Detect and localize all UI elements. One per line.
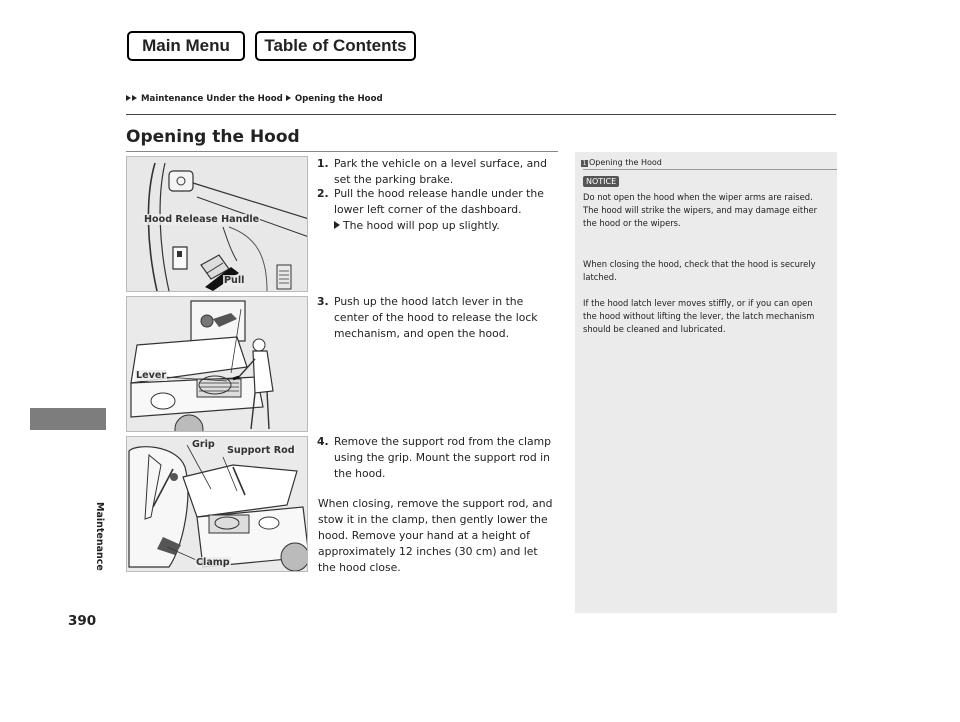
latch-lever-illustration (127, 297, 308, 432)
figure-hood-release-handle (126, 156, 308, 292)
label-grip: Grip (192, 439, 215, 450)
sidebar-divider (583, 169, 837, 170)
closing-instructions: When closing, remove the support rod, and stow it in the clamp, then gently lower the hood. Remove your hand at a height of approximately 12 inches (30 cm) and let the hood close. (318, 497, 553, 574)
step-2 (317, 186, 557, 234)
table-of-contents-button[interactable]: Table of Contents (255, 31, 416, 61)
step-number: 3. (317, 295, 329, 308)
page-title: Opening the Hood (126, 127, 300, 147)
label-clamp: Clamp (196, 557, 230, 568)
sidebar-paragraph-lubricate: If the hood latch lever moves stiffly, or if you can open the hood without lifting the lever, the latch mechanism should be cleaned and lubricated. (583, 298, 815, 334)
sidebar-heading (581, 158, 662, 167)
step-1 (317, 156, 557, 188)
sidebar-heading-text: Opening the Hood (589, 158, 662, 167)
breadcrumb-arrow-icon (286, 95, 291, 101)
step-4 (317, 434, 557, 482)
sidebar-paragraph-latch: When closing the hood, check that the hood is securely latched. (583, 259, 816, 282)
step-text: Push up the hood latch lever in the center of the hood to release the lock mechanism, and open the hood. (334, 295, 538, 340)
figure-hood-latch-lever (126, 296, 308, 432)
notice-text: Do not open the hood when the wiper arms are raised. The hood will strike the wipers, and may damage either the hood or the wipers. (583, 192, 818, 228)
title-divider (126, 151, 558, 152)
main-menu-button[interactable]: Main Menu (127, 31, 245, 61)
breadcrumb-maintenance-under-hood[interactable]: Maintenance Under the Hood (141, 94, 283, 104)
label-pull: Pull (224, 275, 245, 286)
step-text: Park the vehicle on a level surface, and set the parking brake. (334, 157, 547, 186)
reference-icon: 1 (582, 160, 587, 167)
section-tab-marker (30, 408, 106, 430)
breadcrumb-arrow-icon (132, 95, 137, 101)
sidebar-note (575, 152, 837, 613)
breadcrumb-arrow-icon (126, 95, 131, 101)
support-rod-illustration (127, 437, 308, 572)
breadcrumb-opening-hood: Opening the Hood (294, 94, 383, 104)
step-number: 1. (317, 157, 329, 170)
step-result (334, 218, 557, 234)
step-number: 4. (317, 435, 329, 448)
label-lever: Lever (136, 370, 167, 381)
step-3 (317, 294, 557, 342)
step-number: 2. (317, 187, 329, 200)
label-hood-release-handle: Hood Release Handle (144, 214, 260, 225)
section-label (81, 437, 119, 571)
notice-badge: NOTICE (583, 176, 619, 187)
section-label-text: Maintenance (94, 502, 105, 571)
step-result-text: The hood will pop up slightly. (343, 219, 500, 232)
step-text: Pull the hood release handle under the lower left corner of the dashboard. (334, 187, 544, 216)
figure-support-rod (126, 436, 308, 572)
label-support-rod: Support Rod (227, 445, 295, 456)
result-arrow-icon (334, 221, 340, 229)
page-number: 390 (68, 613, 97, 629)
step-text: Remove the support rod from the clamp using the grip. Mount the support rod in the hood. (334, 435, 552, 480)
breadcrumb (126, 94, 383, 104)
header-divider (126, 114, 836, 115)
